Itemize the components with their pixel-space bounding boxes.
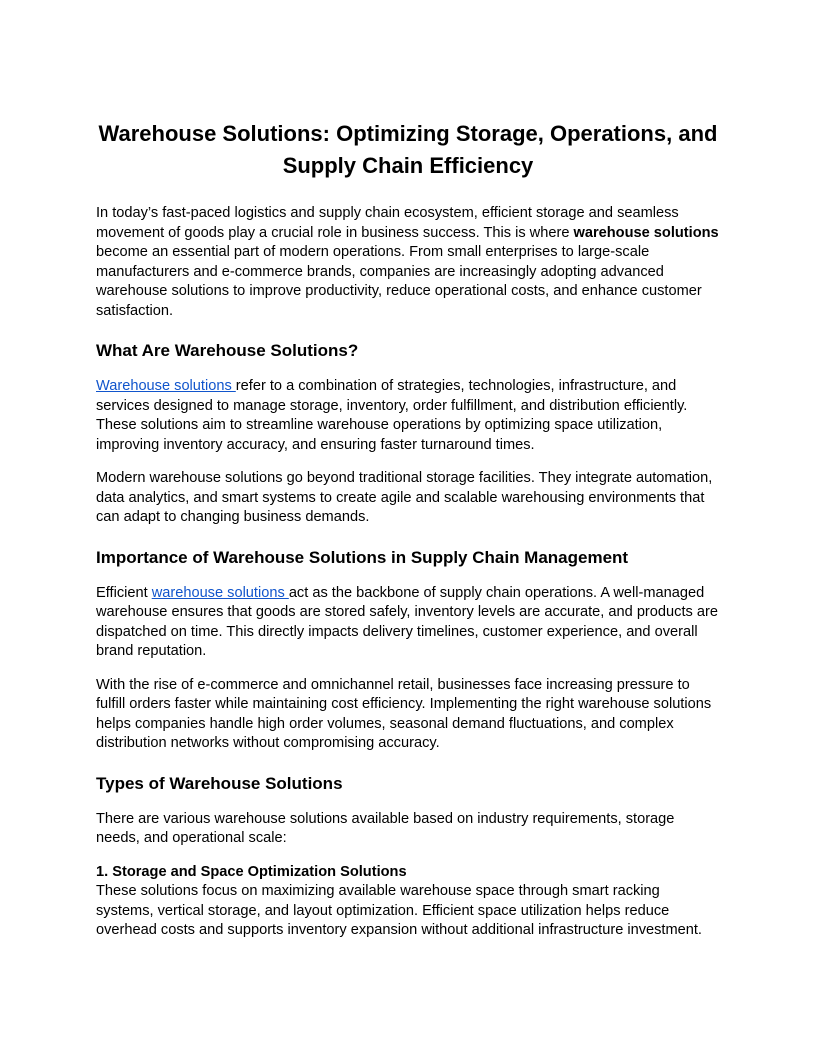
- types-item-1-text: These solutions focus on maximizing available warehouse space through smart racking systems, vertical storage, and layout optimization. Efficient space utilization helps reduce overhead costs and supports inventory expansion without additional infrastructure investment.: [96, 883, 702, 938]
- importance-paragraph-1-text: act as the backbone of supply chain operations. A well-managed warehouse ensures that goods are stored safely, inventory levels are accurate, and products are dispatched on time. This directly impacts delivery timelines, customer experience, and overall brand reputation.: [96, 584, 718, 659]
- what-are-paragraph-1-text: refer to a combination of strategies, technologies, infrastructure, and services designed to manage storage, inventory, order fulfillment, and distribution efficiently. These solutions aim to streamline warehouse operations by optimizing space utilization, improving inventory accuracy, and ensuring faster turnaround times.: [96, 378, 688, 453]
- intro-text-start: In today’s fast-paced logistics and supply chain ecosystem, efficient storage and seamless movement of goods play a crucial role in business success. This is where: [96, 205, 679, 241]
- types-item-1-heading: 1. Storage and Space Optimization Solutions: [96, 863, 407, 880]
- importance-paragraph-1-lead: Efficient: [96, 584, 152, 601]
- warehouse-solutions-link[interactable]: Warehouse solutions: [96, 378, 236, 394]
- warehouse-solutions-link-2[interactable]: warehouse solutions: [151, 584, 289, 601]
- section-heading-importance: Importance of Warehouse Solutions in Supply Chain Management: [96, 547, 629, 567]
- importance-paragraph-1: [96, 584, 720, 662]
- page-title: Warehouse Solutions: Optimizing Storage, Operations, and Supply Chain Efficiency: [98, 121, 718, 178]
- types-intro-paragraph: There are various warehouse solutions available based on industry requirements, storage needs, and operational scale:: [96, 810, 675, 846]
- section-heading-types: Types of Warehouse Solutions: [96, 773, 343, 793]
- intro-text-end: become an essential part of modern operations. From small enterprises to large-scale manufacturers and e-commerce brands, companies are increasingly adopting advanced warehouse solutions to improve productivity, reduce operational costs, and enhance customer satisfaction.: [96, 244, 702, 319]
- what-are-paragraph-1: [96, 377, 720, 455]
- intro-bold-term: warehouse solutions: [573, 224, 719, 241]
- document-body: [96, 118, 720, 955]
- intro-paragraph: [96, 204, 720, 321]
- what-are-paragraph-2: Modern warehouse solutions go beyond traditional storage facilities. They integrate automation, data analytics, and smart systems to create agile and scalable warehousing environments that can adapt to changing business demands.: [96, 470, 713, 525]
- types-item-1: [96, 863, 720, 941]
- importance-paragraph-2: With the rise of e-commerce and omnichannel retail, businesses face increasing pressure to fulfill orders faster while maintaining cost efficiency. Implementing the right warehouse solutions helps companies handle high order volumes, seasonal demand fluctuations, and complex distribution networks without compromising accuracy.: [96, 676, 712, 751]
- section-heading-what-are: What Are Warehouse Solutions?: [96, 341, 359, 360]
